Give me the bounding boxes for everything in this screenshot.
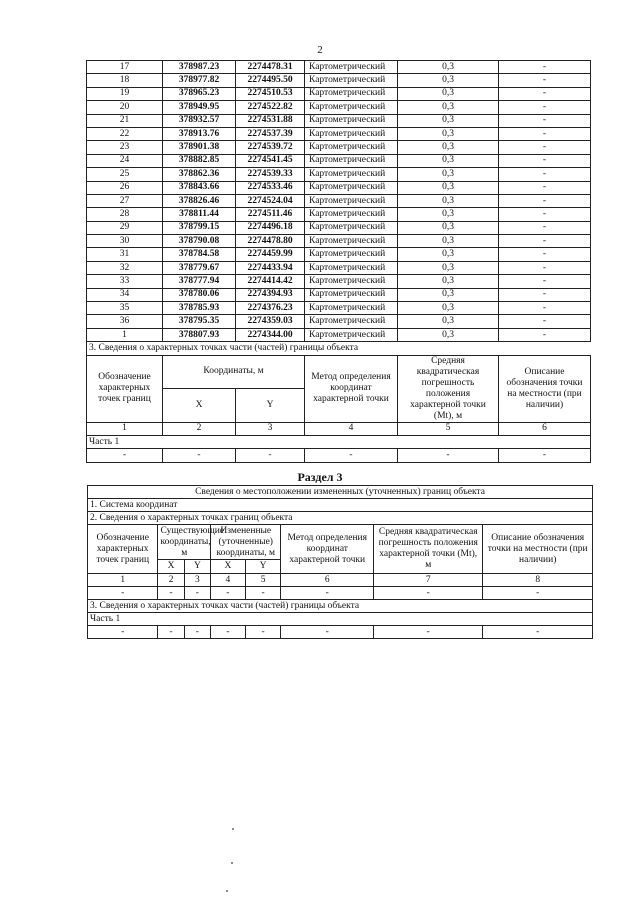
scan-speck	[226, 890, 228, 892]
header-y: Y	[184, 560, 210, 574]
cell-description: -	[499, 87, 591, 100]
cell-accuracy: 0,3	[398, 74, 499, 87]
table-row	[87, 114, 591, 127]
header-method: Метод определения координат характерной точки	[281, 525, 374, 574]
empty-cell: -	[184, 626, 210, 639]
scan-speck	[231, 862, 233, 864]
cell-accuracy: 0,3	[398, 208, 499, 221]
header-coords: Координаты, м	[163, 355, 305, 389]
table-row	[87, 181, 591, 194]
cell-coord-y: 2274394.93	[236, 288, 305, 301]
cell-coord-y: 2274495.50	[236, 74, 305, 87]
cell-accuracy: 0,3	[398, 302, 499, 315]
empty-cell: -	[88, 587, 158, 600]
header-description: Описание обозначения точки на местности (при наличии)	[499, 355, 591, 422]
column-number: 5	[398, 422, 499, 435]
cell-coord-x: 378977.82	[163, 74, 236, 87]
cell-method: Картометрический	[305, 328, 398, 341]
table-row	[87, 74, 591, 87]
column-number: 2	[163, 422, 236, 435]
cell-accuracy: 0,3	[398, 261, 499, 274]
cell-coord-x: 378901.38	[163, 141, 236, 154]
cell-description: -	[499, 114, 591, 127]
empty-cell: -	[245, 587, 281, 600]
empty-cell: -	[305, 449, 398, 462]
points-section-label: 2. Сведения о характерных точках границ объекта	[88, 512, 593, 525]
cell-coord-x: 378882.85	[163, 154, 236, 167]
header-changed-coords: Измененные (уточненные) координаты, м	[211, 525, 281, 560]
cell-coord-y: 2274522.82	[236, 101, 305, 114]
header-accuracy: Средняя квадратическая погрешность положения характерной точки (Mt), м	[374, 525, 483, 574]
header-x: X	[163, 389, 236, 423]
header-description: Описание обозначения точки на местности (при наличии)	[483, 525, 593, 574]
cell-accuracy: 0,3	[398, 194, 499, 207]
cell-point-id: 19	[87, 87, 163, 100]
cell-method: Картометрический	[305, 302, 398, 315]
cell-coord-x: 378913.76	[163, 127, 236, 140]
column-number: 4	[211, 574, 246, 587]
cell-point-id: 28	[87, 208, 163, 221]
part-label: Часть 1	[87, 435, 591, 448]
cell-method: Картометрический	[305, 221, 398, 234]
cell-coord-x: 378965.23	[163, 87, 236, 100]
cell-method: Картометрический	[305, 181, 398, 194]
cell-method: Картометрический	[305, 261, 398, 274]
cell-description: -	[499, 302, 591, 315]
column-number: 6	[499, 422, 591, 435]
header-y: Y	[245, 560, 281, 574]
cell-description: -	[499, 208, 591, 221]
cell-description: -	[499, 248, 591, 261]
cell-coord-y: 2274524.04	[236, 194, 305, 207]
cell-point-id: 31	[87, 248, 163, 261]
cell-coord-y: 2274414.42	[236, 275, 305, 288]
table-row	[87, 449, 591, 462]
empty-cell: -	[211, 626, 246, 639]
cell-method: Картометрический	[305, 235, 398, 248]
empty-cell: -	[499, 449, 591, 462]
header-designation: Обозначение характерных точек границ	[88, 525, 158, 574]
cell-method: Картометрический	[305, 114, 398, 127]
cell-coord-x: 378785.93	[163, 302, 236, 315]
empty-cell: -	[184, 587, 210, 600]
cell-coord-x: 378795.35	[163, 315, 236, 328]
column-number: 5	[245, 574, 281, 587]
cell-point-id: 29	[87, 221, 163, 234]
cell-method: Картометрический	[305, 74, 398, 87]
cell-method: Картометрический	[305, 61, 398, 74]
cell-coord-x: 378949.95	[163, 101, 236, 114]
empty-cell: -	[236, 449, 305, 462]
column-number: 3	[184, 574, 210, 587]
part-section-label: 3. Сведения о характерных точках части (частей) границы объекта	[87, 342, 591, 355]
cell-point-id: 26	[87, 181, 163, 194]
cell-point-id: 17	[87, 61, 163, 74]
cell-coord-x: 378779.67	[163, 261, 236, 274]
part-section-label: 3. Сведения о характерных точках части (частей) границы объекта	[88, 600, 593, 613]
boundary-points-table	[86, 60, 591, 463]
empty-cell: -	[87, 449, 163, 462]
cell-coord-y: 2274433.94	[236, 261, 305, 274]
cell-coord-y: 2274376.23	[236, 302, 305, 315]
table-row	[87, 248, 591, 261]
cell-accuracy: 0,3	[398, 114, 499, 127]
column-number: 8	[483, 574, 593, 587]
cell-description: -	[499, 181, 591, 194]
column-number: 1	[87, 422, 163, 435]
cell-method: Картометрический	[305, 248, 398, 261]
cell-description: -	[499, 261, 591, 274]
cell-coord-x: 378811.44	[163, 208, 236, 221]
cell-method: Картометрический	[305, 275, 398, 288]
cell-accuracy: 0,3	[398, 288, 499, 301]
part-label: Часть 1	[88, 613, 593, 626]
table-row	[87, 302, 591, 315]
header-x: X	[211, 560, 246, 574]
header-method: Метод определения координат характерной точки	[305, 355, 398, 422]
cell-method: Картометрический	[305, 154, 398, 167]
cell-accuracy: 0,3	[398, 87, 499, 100]
cell-description: -	[499, 194, 591, 207]
cell-description: -	[499, 275, 591, 288]
cell-coord-x: 378843.66	[163, 181, 236, 194]
coord-system-label: 1. Система координат	[88, 499, 593, 512]
cell-coord-x: 378790.08	[163, 235, 236, 248]
table-row	[87, 87, 591, 100]
cell-coord-x: 378780.06	[163, 288, 236, 301]
cell-point-id: 21	[87, 114, 163, 127]
cell-coord-x: 378799.15	[163, 221, 236, 234]
changed-boundaries-table	[87, 485, 593, 639]
table-row	[88, 587, 593, 600]
table-row	[87, 194, 591, 207]
cell-method: Картометрический	[305, 141, 398, 154]
cell-accuracy: 0,3	[398, 154, 499, 167]
cell-point-id: 27	[87, 194, 163, 207]
table-row	[87, 127, 591, 140]
cell-point-id: 18	[87, 74, 163, 87]
cell-method: Картометрический	[305, 127, 398, 140]
table-row	[87, 61, 591, 74]
table-row	[87, 235, 591, 248]
empty-cell: -	[374, 626, 483, 639]
cell-description: -	[499, 235, 591, 248]
cell-method: Картометрический	[305, 288, 398, 301]
empty-cell: -	[483, 587, 593, 600]
cell-method: Картометрический	[305, 194, 398, 207]
table-row	[87, 315, 591, 328]
table-row	[87, 141, 591, 154]
table-row	[87, 261, 591, 274]
cell-point-id: 30	[87, 235, 163, 248]
cell-description: -	[499, 127, 591, 140]
cell-accuracy: 0,3	[398, 127, 499, 140]
column-number: 1	[88, 574, 158, 587]
column-number: 2	[158, 574, 184, 587]
cell-description: -	[499, 168, 591, 181]
column-number: 4	[305, 422, 398, 435]
cell-accuracy: 0,3	[398, 181, 499, 194]
table-row	[87, 208, 591, 221]
cell-coord-y: 2274478.31	[236, 61, 305, 74]
empty-cell: -	[158, 626, 184, 639]
empty-cell: -	[211, 587, 246, 600]
cell-coord-y: 2274344.00	[236, 328, 305, 341]
cell-point-id: 32	[87, 261, 163, 274]
cell-point-id: 22	[87, 127, 163, 140]
cell-method: Картометрический	[305, 208, 398, 221]
cell-accuracy: 0,3	[398, 235, 499, 248]
table-row	[87, 154, 591, 167]
cell-coord-y: 2274539.33	[236, 168, 305, 181]
header-y: Y	[236, 389, 305, 423]
cell-coord-y: 2274459.99	[236, 248, 305, 261]
empty-cell: -	[281, 587, 374, 600]
cell-coord-y: 2274478.80	[236, 235, 305, 248]
cell-coord-y: 2274539.72	[236, 141, 305, 154]
empty-cell: -	[163, 449, 236, 462]
table-row	[87, 221, 591, 234]
cell-point-id: 33	[87, 275, 163, 288]
header-x: X	[158, 560, 184, 574]
column-numbers-row	[87, 422, 591, 435]
table-row	[87, 328, 591, 341]
scan-speck	[232, 828, 234, 830]
cell-coord-y: 2274531.88	[236, 114, 305, 127]
cell-coord-y: 2274533.46	[236, 181, 305, 194]
cell-coord-y: 2274496.18	[236, 221, 305, 234]
cell-coord-x: 378784.58	[163, 248, 236, 261]
cell-point-id: 1	[87, 328, 163, 341]
cell-description: -	[499, 61, 591, 74]
empty-cell: -	[158, 587, 184, 600]
cell-coord-x: 378826.46	[163, 194, 236, 207]
cell-method: Картометрический	[305, 168, 398, 181]
cell-coord-x: 378932.57	[163, 114, 236, 127]
cell-accuracy: 0,3	[398, 101, 499, 114]
empty-cell: -	[245, 626, 281, 639]
cell-point-id: 20	[87, 101, 163, 114]
cell-accuracy: 0,3	[398, 141, 499, 154]
cell-coord-y: 2274511.46	[236, 208, 305, 221]
cell-method: Картометрический	[305, 315, 398, 328]
column-number: 3	[236, 422, 305, 435]
cell-coord-y: 2274537.39	[236, 127, 305, 140]
cell-accuracy: 0,3	[398, 315, 499, 328]
column-number: 7	[374, 574, 483, 587]
empty-cell: -	[398, 449, 499, 462]
cell-description: -	[499, 288, 591, 301]
cell-description: -	[499, 328, 591, 341]
cell-description: -	[499, 74, 591, 87]
empty-cell: -	[281, 626, 374, 639]
table-row	[87, 168, 591, 181]
cell-coord-y: 2274510.53	[236, 87, 305, 100]
table-row	[87, 101, 591, 114]
cell-point-id: 36	[87, 315, 163, 328]
cell-coord-x: 378777.94	[163, 275, 236, 288]
cell-accuracy: 0,3	[398, 168, 499, 181]
cell-accuracy: 0,3	[398, 275, 499, 288]
cell-accuracy: 0,3	[398, 221, 499, 234]
table-row	[87, 275, 591, 288]
cell-coord-y: 2274359.03	[236, 315, 305, 328]
table-row	[88, 626, 593, 639]
cell-description: -	[499, 221, 591, 234]
column-number: 6	[281, 574, 374, 587]
cell-method: Картометрический	[305, 101, 398, 114]
empty-cell: -	[374, 587, 483, 600]
empty-cell: -	[88, 626, 158, 639]
table-row	[87, 288, 591, 301]
page-number: 2	[317, 44, 323, 56]
cell-coord-x: 378807.93	[163, 328, 236, 341]
header-designation: Обозначение характерных точек границ	[87, 355, 163, 422]
cell-coord-x: 378987.23	[163, 61, 236, 74]
cell-accuracy: 0,3	[398, 248, 499, 261]
cell-point-id: 35	[87, 302, 163, 315]
cell-description: -	[499, 141, 591, 154]
cell-description: -	[499, 101, 591, 114]
table-title: Сведения о местоположении измененных (уточненных) границ объекта	[88, 486, 593, 499]
header-accuracy: Средняя квадратическая погрешность положения характерной точки (Mt), м	[398, 355, 499, 422]
section-title: Раздел 3	[297, 470, 343, 484]
cell-description: -	[499, 315, 591, 328]
cell-method: Картометрический	[305, 87, 398, 100]
cell-point-id: 24	[87, 154, 163, 167]
cell-point-id: 23	[87, 141, 163, 154]
cell-accuracy: 0,3	[398, 328, 499, 341]
cell-coord-y: 2274541.45	[236, 154, 305, 167]
cell-description: -	[499, 154, 591, 167]
header-existing-coords: Существующие координаты, м	[158, 525, 211, 560]
cell-accuracy: 0,3	[398, 61, 499, 74]
cell-point-id: 34	[87, 288, 163, 301]
empty-cell: -	[483, 626, 593, 639]
cell-coord-x: 378862.36	[163, 168, 236, 181]
cell-point-id: 25	[87, 168, 163, 181]
